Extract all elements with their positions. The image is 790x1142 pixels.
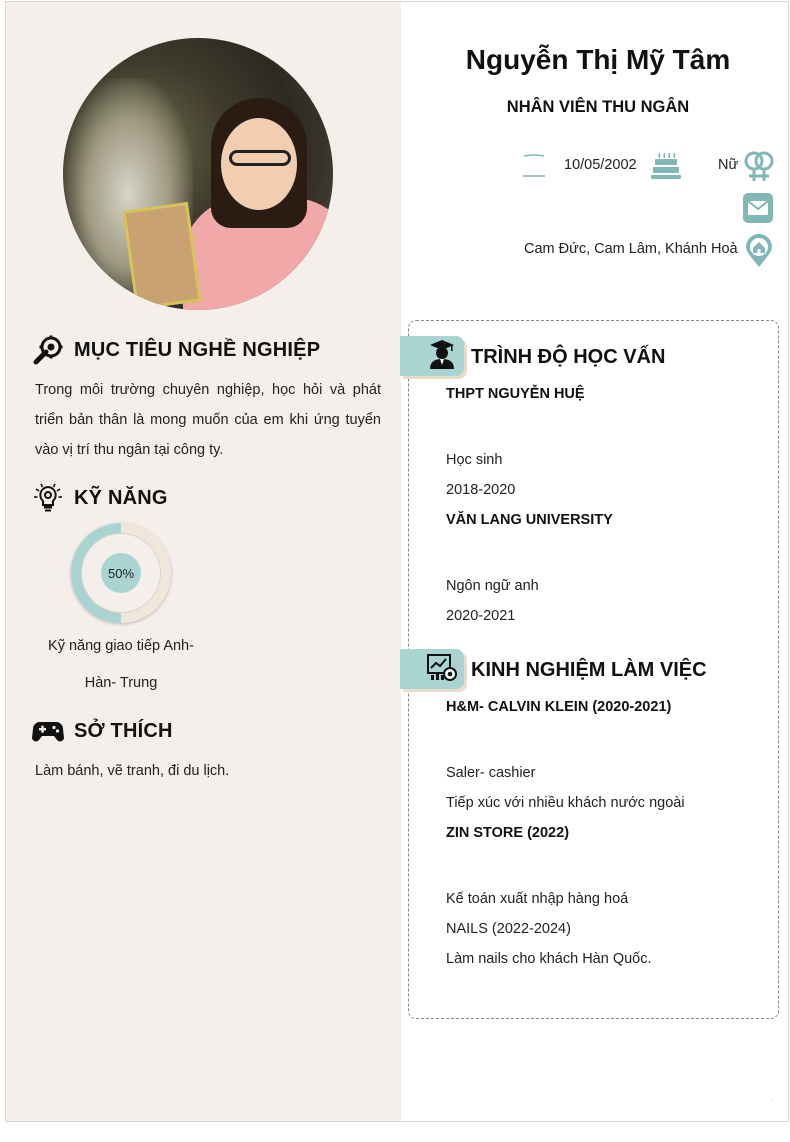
birthdate: 10/05/2002 (564, 157, 637, 173)
candidate-title: NHÂN VIÊN THU NGÂN (506, 98, 690, 116)
objective-header (32, 334, 320, 366)
candidate-name: Nguyễn Thị Mỹ Tâm (465, 44, 731, 75)
experience-company-2: ZIN STORE (2022) (446, 825, 570, 841)
education-school-1: THPT NGUYỄN HUỆ (446, 386, 585, 402)
address: Cam Đức, Cam Lâm, Khánh Hoà (524, 241, 738, 257)
page-dot: . (771, 1096, 773, 1102)
hobbies-text: Làm bánh, vẽ tranh, đi du lịch. (35, 763, 230, 779)
profile-photo (63, 38, 333, 310)
experience-role-1: Saler- cashier (446, 765, 536, 781)
education-role-1: Học sinh (446, 452, 503, 468)
education-period-2: 2020-2021 (446, 608, 516, 624)
experience-role-3: Làm nails cho khách Hàn Quốc. (446, 951, 652, 967)
education-school-2: VĂN LANG UNIVERSITY (446, 512, 613, 528)
email-icon (743, 193, 773, 223)
education-heading: TRÌNH ĐỘ HỌC VẤN (471, 346, 666, 368)
left-column (6, 2, 401, 1122)
skills-header (32, 482, 168, 514)
skills-heading: KỸ NĂNG (74, 486, 168, 509)
experience-role-2: Kế toán xuất nhập hàng hoá (446, 891, 629, 907)
experience-heading: KINH NGHIỆM LÀM VIỆC (471, 659, 707, 681)
experience-company-1: H&M- CALVIN KLEIN (2020-2021) (446, 699, 672, 715)
gender-icon (743, 150, 775, 184)
experience-tab (400, 649, 464, 689)
birthday-cake-icon (650, 150, 682, 182)
experience-company-3: NAILS (2022-2024) (446, 921, 571, 937)
experience-detail-1: Tiếp xúc với nhiều khách nước ngoài (446, 795, 685, 811)
hobbies-header (32, 715, 173, 747)
objective-text: Trong môi trường chuyên nghiệp, học hỏi và phát triển bản thân là mong muốn của em khi ứng tuyển vào vị trí thu ngân tại công ty. (35, 382, 381, 458)
skill-label: Kỹ năng giao tiếp Anh- Hàn- Trung (48, 638, 194, 691)
education-role-2: Ngôn ngữ anh (446, 578, 539, 594)
gender: Nữ (718, 157, 739, 173)
objective-heading: MỤC TIÊU NGHỀ NGHIỆP (74, 338, 321, 361)
home-pin-icon (745, 234, 773, 268)
phone-icon (520, 152, 548, 180)
skill-progress-ring (71, 523, 171, 623)
wrench-gear-icon (32, 334, 64, 366)
analytics-icon (427, 652, 457, 687)
education-period-1: 2018-2020 (446, 482, 516, 498)
gamepad-icon (32, 715, 64, 747)
hobbies-heading: SỞ THÍCH (74, 719, 173, 742)
skill-percent: 50% (101, 553, 141, 593)
cv-page (5, 1, 789, 1122)
lightbulb-gear-icon (32, 482, 64, 514)
graduate-icon (428, 339, 456, 374)
education-tab (400, 336, 464, 376)
